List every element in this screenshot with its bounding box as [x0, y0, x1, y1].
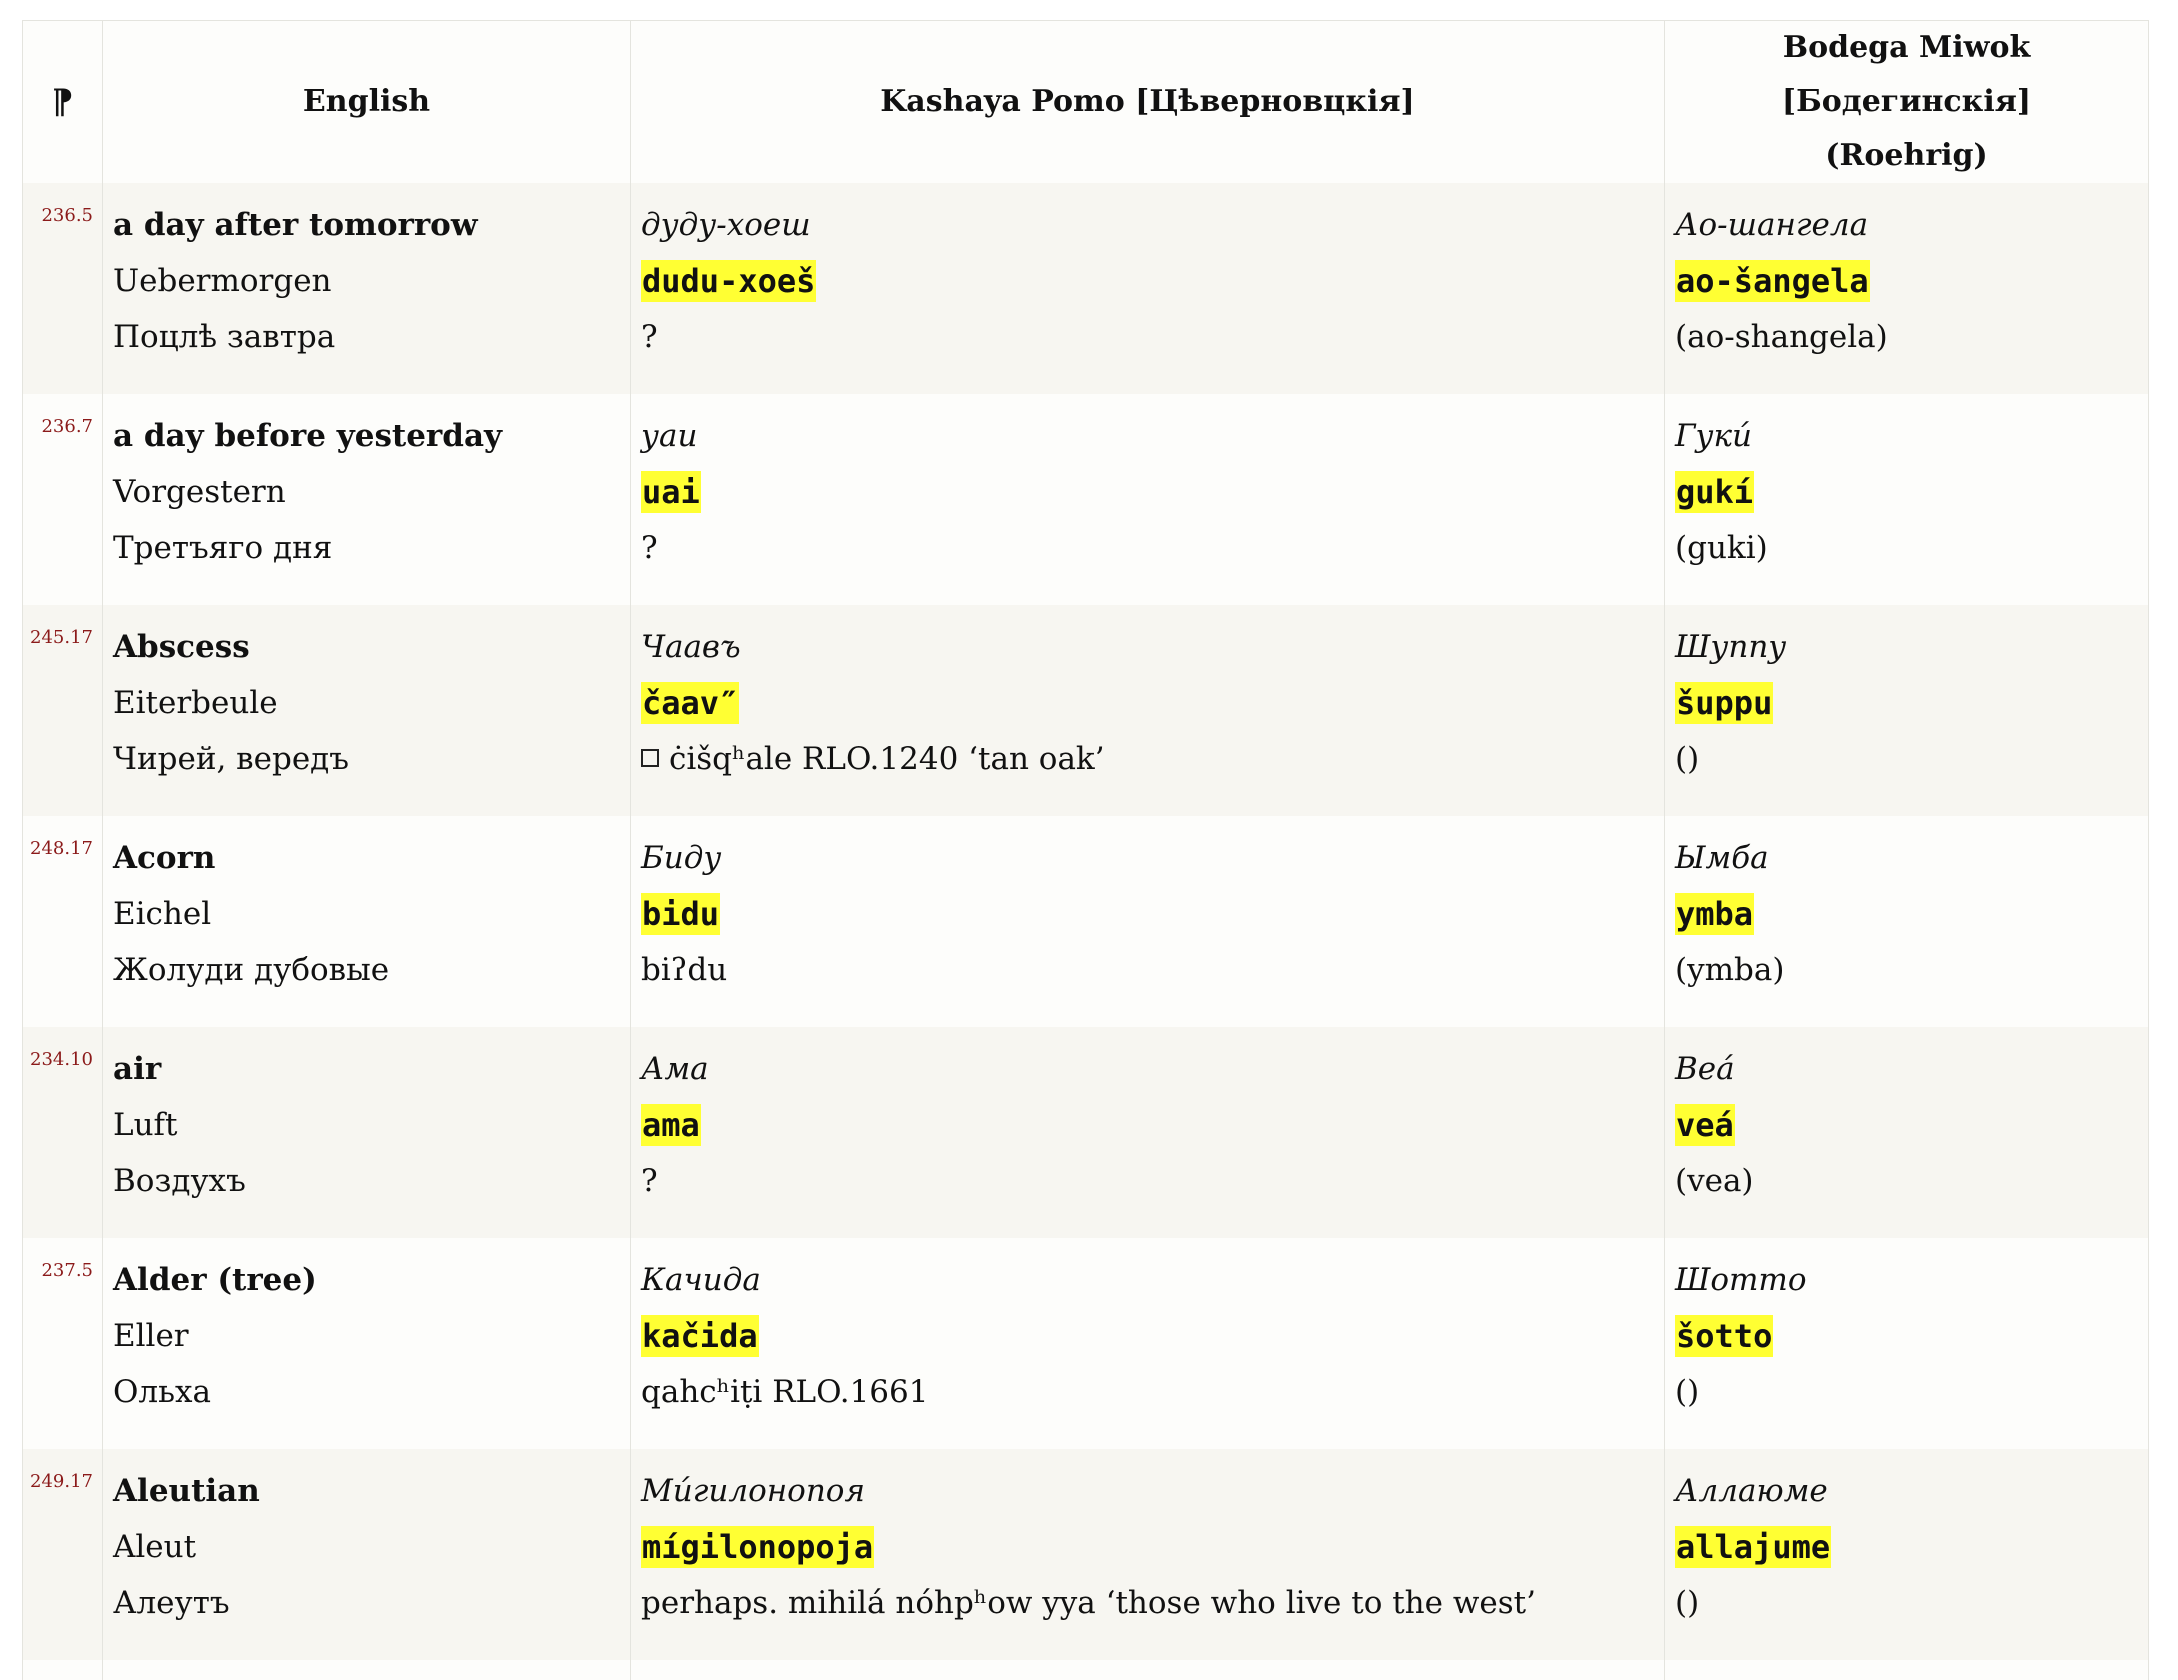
english-cell	[103, 1449, 631, 1660]
column-header-english[interactable]: English	[103, 21, 631, 184]
kashaya-note: biʔdu	[641, 952, 728, 988]
reference-link[interactable]: 234.10	[23, 1027, 103, 1238]
miwok-cyrillic: Ао-шангела	[1675, 207, 1869, 243]
english-cell-empty	[103, 1660, 631, 1680]
kashaya-cell	[631, 1027, 1665, 1238]
column-header-bodega-miwok-source: (Roehrig)	[1825, 138, 1988, 173]
miwok-note: (ymba)	[1675, 952, 1785, 988]
miwok-cyrillic: Гукú	[1675, 418, 1752, 454]
kashaya-transliteration: dudu-xoeš	[642, 262, 816, 300]
table-row	[23, 183, 2149, 394]
vocabulary-table-container	[22, 20, 2148, 1680]
reference-link[interactable]: 237.5	[23, 1238, 103, 1449]
miwok-cell	[1665, 1238, 2149, 1449]
miwok-cell	[1665, 1027, 2149, 1238]
english-headword: a day before yesterday	[113, 418, 503, 454]
kashaya-note: ?	[641, 1163, 658, 1199]
english-cell	[103, 1238, 631, 1449]
miwok-cyrillic: Ымба	[1675, 840, 1769, 876]
miwok-transliteration: veá	[1676, 1106, 1734, 1144]
kashaya-transliteration: ama	[642, 1106, 700, 1144]
kashaya-cyrillic: Качида	[641, 1262, 761, 1298]
column-header-bodega-miwok-title: Bodega Miwok [Бодегинскія]	[1781, 30, 2032, 119]
table-row	[23, 1238, 2149, 1449]
kashaya-cyrillic: дуду-хоеш	[641, 207, 811, 243]
column-header-kashaya-pomo[interactable]: Kashaya Pomo [Цѣверновцкія]	[631, 21, 1665, 184]
english-cell	[103, 394, 631, 605]
kashaya-cell	[631, 1449, 1665, 1660]
kashaya-transliteration: uai	[642, 473, 700, 511]
miwok-transliteration: šotto	[1676, 1317, 1773, 1355]
english-headword: a day after tomorrow	[113, 207, 478, 243]
russian-gloss: Жолуди дубовые	[113, 952, 390, 988]
miwok-cell	[1665, 394, 2149, 605]
miwok-note: (guki)	[1675, 530, 1768, 566]
table-row	[23, 1660, 2149, 1680]
miwok-cell	[1665, 605, 2149, 816]
pilcrow-icon[interactable]: ⁋	[23, 21, 103, 184]
russian-gloss: Ольха	[113, 1374, 211, 1410]
miwok-cell	[1665, 816, 2149, 1027]
english-headword: air	[113, 1051, 162, 1087]
english-cell	[103, 1027, 631, 1238]
english-cell	[103, 816, 631, 1027]
reference-link[interactable]: 245.17	[23, 605, 103, 816]
miwok-cyrillic: Шуппу	[1675, 629, 1787, 665]
kashaya-cell	[631, 605, 1665, 816]
kashaya-cyrillic: Ама	[641, 1051, 709, 1087]
table-row	[23, 394, 2149, 605]
miwok-note: ()	[1675, 741, 1700, 777]
miwok-transliteration: ymba	[1676, 895, 1754, 933]
english-headword: Acorn	[113, 840, 216, 876]
table-header	[23, 21, 2149, 184]
miwok-transliteration: allajume	[1676, 1528, 1831, 1566]
kashaya-cyrillic: Мúгилонопоя	[641, 1473, 865, 1509]
english-headword: Alder (tree)	[113, 1262, 317, 1298]
miwok-cyrillic: Шотто	[1675, 1262, 1807, 1298]
kashaya-note: ?	[641, 530, 658, 566]
german-gloss: Uebermorgen	[113, 263, 332, 299]
table-row	[23, 605, 2149, 816]
miwok-transliteration: ao-šangela	[1676, 262, 1869, 300]
kashaya-cell	[631, 816, 1665, 1027]
english-cell	[103, 605, 631, 816]
kashaya-note-line	[641, 731, 1654, 787]
kashaya-cyrillic: Биду	[641, 840, 722, 876]
english-headword: Abscess	[113, 629, 250, 665]
russian-gloss: Поцлѣ завтра	[113, 319, 336, 355]
kashaya-note: ?	[641, 319, 658, 355]
kashaya-cyrillic: Чаавъ	[641, 629, 741, 665]
kashaya-transliteration: čaav″	[642, 684, 739, 722]
reference-cell-empty	[23, 1660, 103, 1680]
miwok-transliteration: gukí	[1676, 473, 1754, 511]
german-gloss: Vorgestern	[113, 474, 286, 510]
miwok-cyrillic: Веá	[1675, 1051, 1735, 1087]
russian-gloss: Алеутъ	[113, 1585, 230, 1621]
table-row	[23, 1027, 2149, 1238]
reference-link[interactable]: 236.5	[23, 183, 103, 394]
reference-link[interactable]: 249.17	[23, 1449, 103, 1660]
german-gloss: Eiterbeule	[113, 685, 278, 721]
table-row	[23, 1449, 2149, 1660]
miwok-transliteration: šuppu	[1676, 684, 1773, 722]
kashaya-cell	[631, 1238, 1665, 1449]
miwok-cell	[1665, 1449, 2149, 1660]
kashaya-cyrillic: уаи	[641, 418, 698, 454]
miwok-note: ()	[1675, 1585, 1700, 1621]
reference-link[interactable]: 236.7	[23, 394, 103, 605]
miwok-cyrillic: Аллаюме	[1675, 1473, 1828, 1509]
miwok-note: (vea)	[1675, 1163, 1754, 1199]
miwok-note: (ao-shangela)	[1675, 319, 1888, 355]
miwok-cell-empty	[1665, 1660, 2149, 1680]
kashaya-transliteration: mígilonopoja	[642, 1528, 874, 1566]
german-gloss: Eller	[113, 1318, 189, 1354]
kashaya-cell	[631, 183, 1665, 394]
kashaya-cell-empty	[631, 1660, 1665, 1680]
kashaya-transliteration: bidu	[642, 895, 720, 933]
english-cell	[103, 183, 631, 394]
english-headword: Aleutian	[113, 1473, 260, 1509]
miwok-cell	[1665, 183, 2149, 394]
german-gloss: Eichel	[113, 896, 212, 932]
german-gloss: Aleut	[113, 1529, 197, 1565]
kashaya-transliteration: kačida	[642, 1317, 758, 1355]
miwok-note: ()	[1675, 1374, 1700, 1410]
russian-gloss: Чирей, вередъ	[113, 741, 349, 777]
table-body	[23, 183, 2149, 1680]
column-header-bodega-miwok[interactable]	[1665, 21, 2149, 184]
vocabulary-table	[22, 20, 2149, 1680]
reference-link[interactable]: 248.17	[23, 816, 103, 1027]
russian-gloss: Третъяго дня	[113, 530, 333, 566]
square-icon	[641, 749, 659, 767]
table-row	[23, 816, 2149, 1027]
kashaya-note: ċišqʰale RLO.1240 ‘tan oak’	[669, 741, 1105, 777]
german-gloss: Luft	[113, 1107, 178, 1143]
kashaya-note: perhaps. mihilá nóhpʰow yya ‘those who live to the west’	[641, 1585, 1536, 1621]
kashaya-cell	[631, 394, 1665, 605]
kashaya-note: qahcʰiṭi RLO.1661	[641, 1374, 929, 1410]
russian-gloss: Воздухъ	[113, 1163, 246, 1199]
